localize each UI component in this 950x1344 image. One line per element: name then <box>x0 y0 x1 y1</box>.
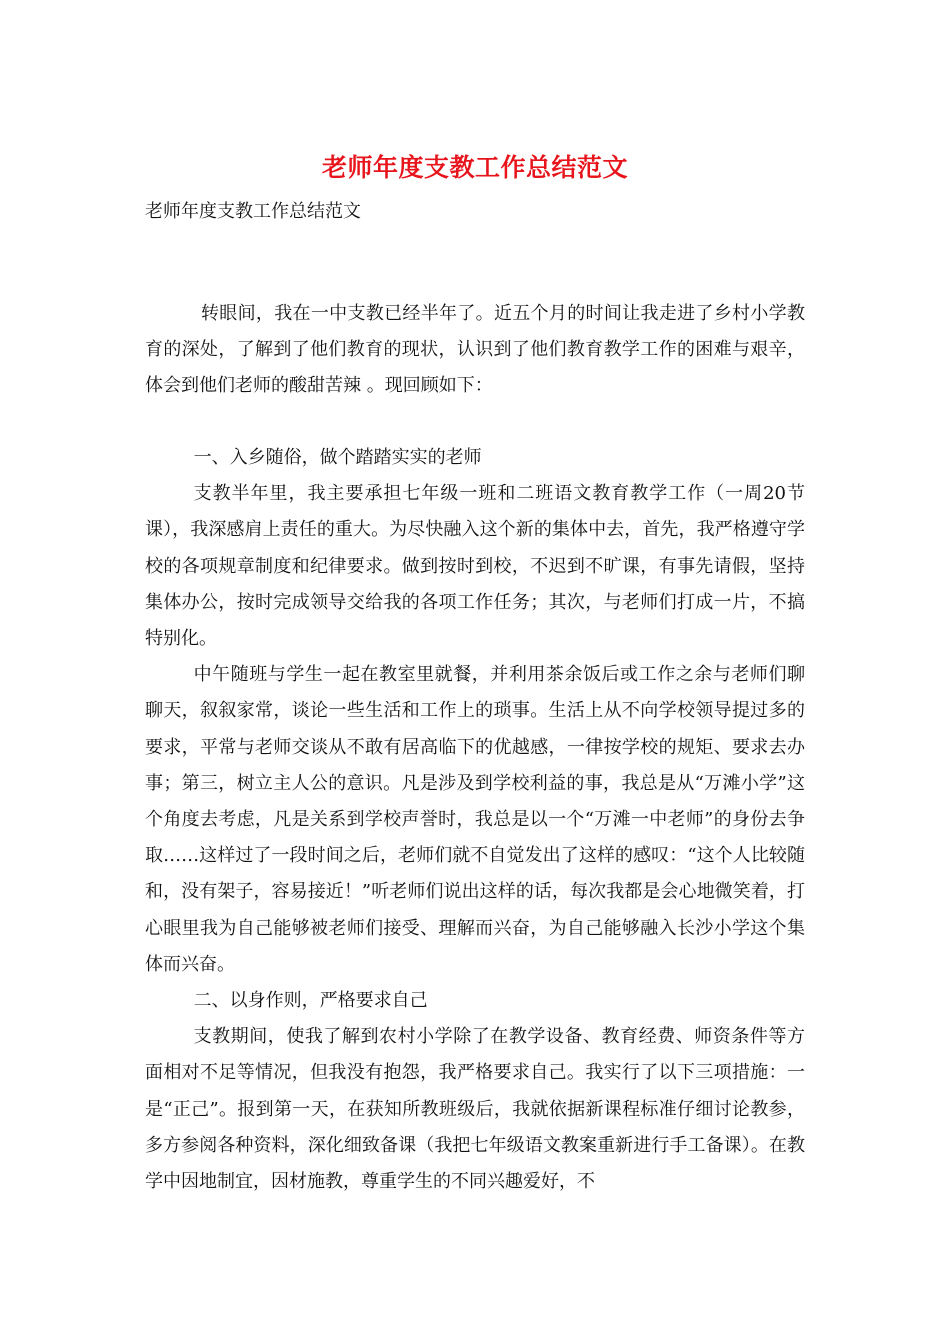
intro-paragraph <box>145 296 805 405</box>
document-subtitle: 老师年度支教工作总结范文 <box>145 201 361 222</box>
document-title: 老师年度支教工作总结范文 <box>321 153 628 182</box>
body-paragraph-2: 中午随班与学生一起在教室里就餐，并利用茶余饭后或工作之余与老师们聊聊天，叙叙家常，谈论一些生活和工作上的琐事。生活上从不向学校领导提过多的要求，平常与老师交谈从不敢有居高临下的优越感，一律按学校的规矩、要求去办事；第三，树立主人公的意识。凡是涉及到学校利益的事，我总是从“万滩小学”这个角度去考虑，凡是关系到学校声誉时，我总是以一个“万滩一中老师”的身份去争取……这样过了一段时间之后，老师们就不自觉发出了这样的感叹：“这个人比较随和，没有架子，容易接近！”听老师们说出这样的话，每次我都是会心地微笑着，打心眼里我为自己能够被老师们接受、理解而兴奋，为自己能够融入长沙小学这个集体而兴奋。 <box>145 664 805 975</box>
intro-text: 转眼间，我在一中支教已经半年了。近五个月的时间让我走进了乡村小学教育的深处，了解到了他们教育的现状，认识到了他们教育教学工作的困难与艰辛，体会到他们老师的酸甜苦辣 。现回顾如下： <box>145 303 805 397</box>
section-heading-2: 二、以身作则，严格要求自己 <box>193 990 428 1012</box>
body-paragraph-1: 支教半年里，我主要承担七年级一班和二班语文教育教学工作（一周20节课），我深感肩上责任的重大。为尽快融入这个新的集体中去，首先，我严格遵守学校的各项规章制度和纪律要求。做到按时到校，不迟到不旷课，有事先请假，坚持集体办公，按时完成领导交给我的各项工作任务；其次，与老师们打成一片，不搞特别化。 <box>145 483 805 650</box>
body-paragraph-3: 支教期间，使我了解到农村小学除了在教学设备、教育经费、师资条件等方面相对不足等情况，但我没有抱怨，我严格要求自己。我实行了以下三项措施：一是“正己”。报到第一天，在获知所教班级后，我就依据新课程标准仔细讨论教参，多方参阅各种资料，深化细致备课（我把七年级语文教案重新进行手工备课）。在教学中因地制宜，因材施教，尊重学生的不同兴趣爱好，不 <box>145 1026 805 1193</box>
document-body <box>145 440 805 1200</box>
section-heading-1: 一、入乡随俗，做个踏踏实实的老师 <box>193 447 482 468</box>
